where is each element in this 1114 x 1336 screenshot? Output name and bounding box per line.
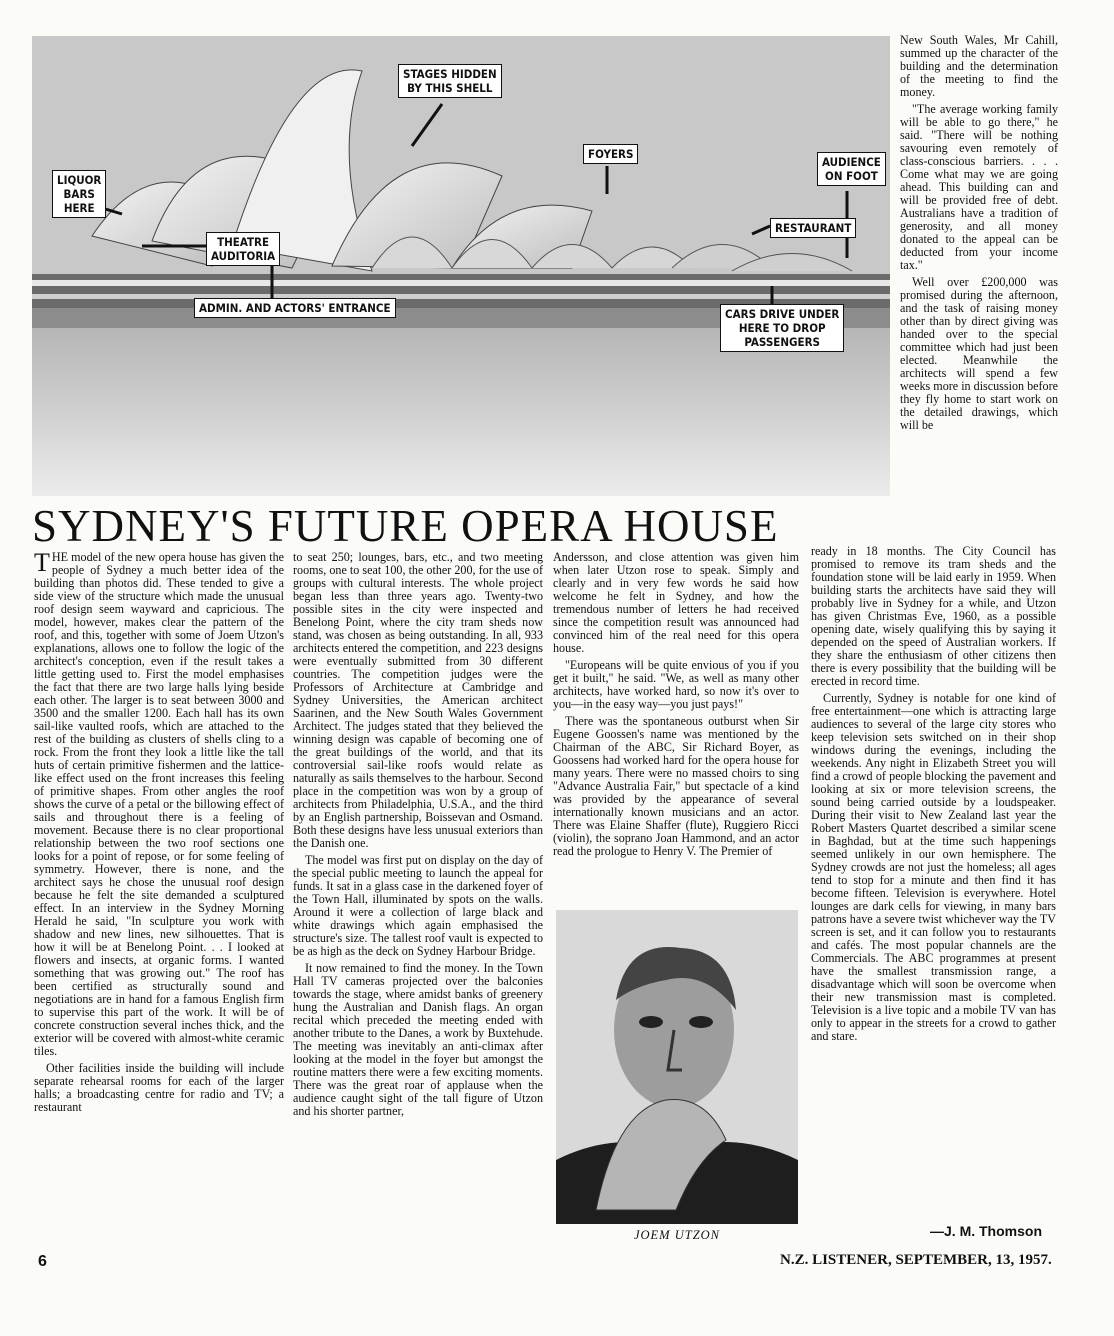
paragraph-text: HE model of the new opera house has given the people of Sydney a much better idea of the building than photos did. These tended to give a side view of the structure which made the unusual roof design seem wayward and capricious. The model, however, makes clear the pattern of the roof, and this, together with some of Joem Utzon's explanations, allows one to follow the logic of the architect's conception, even if the result takes a little getting used to. First the model emphasises the fact that there are two large halls lying beside each other. The larger is to seat between 3000 and 3500 and the smaller 1200. Each hall has its own sail-like vaulted roofs, which are attached to the rest of the building as clusters of shells cling to a rock. From the front they look a little like the tall huts of certain primitive fishermen and the lattice-like effect used on the front increases this feeling of primitive shapes. From other angles the roof shows the curve of a petal or the billowing effect of sails and throughout there is a feeling of movement. Because there is no clear proportional relationship between the two roof sections one looks for a point of repose, or for some feeling of symmetry. However, there is none, and the architect says he chose the unusual roof design because he felt the site demanded a sculptured effect. In an interview in the Sydney Morning Herald he said, "In sculpture you work with shadow and new lines, new silhouettes. That is how it will be at Benelong Point. . . I looked at flowers and insects, at organic forms. I wanted something that was growing out." The roof has been certified as structurally sound and negotiations are in hand for a famous English firm to supervise this part of the work. It will be of concrete construction several inches thick, and the exterior will be covered with almost-white ceramic tiles. bbox=[34, 550, 284, 1058]
opera-house-model-drawing bbox=[32, 36, 890, 496]
label-foyers: FOYERS bbox=[583, 144, 638, 164]
column-3 bbox=[553, 551, 799, 862]
label-theatre: THEATRE AUDITORIA bbox=[206, 232, 280, 266]
portrait-photo bbox=[556, 910, 798, 1224]
label-liquor-bars: LIQUOR BARS HERE bbox=[52, 170, 106, 218]
paragraph: "Europeans will be quite envious of you if you get it built," he said. "We, as well as many other architects, have worked hard, so now it's over to you—in the easy way—you just pays!" bbox=[553, 658, 799, 711]
label-cars: CARS DRIVE UNDER HERE TO DROP PASSENGERS bbox=[720, 304, 844, 352]
column-1 bbox=[34, 548, 284, 1118]
label-stages: STAGES HIDDEN BY THIS SHELL bbox=[398, 64, 502, 98]
portrait-drawing bbox=[556, 910, 798, 1224]
paragraph: "The average working family will be able to go there," he said. "There will be nothing savouring even remotely of class-conscious barriers. . . . Come what may we are going ahead. This building can and will be provided free of debt. Australians have a tradition of generosity, and all money donated to the appeal can be deducted from your income tax." bbox=[900, 102, 1058, 272]
portrait-caption: JOEM UTZON bbox=[633, 1228, 721, 1242]
paragraph: The model was first put on display on the day of the special public meeting to launch the appeal for funds. It sat in a glass case in the darkened foyer of the Town Hall, illuminated by spots on the walls. Around it were a collection of large black and white drawings which again emphasised the structure's size. The tallest roof vault is expected to be as high as the deck on Sydney Harbour Bridge. bbox=[293, 853, 543, 958]
page-number: 6 bbox=[38, 1253, 47, 1270]
paragraph: Andersson, and close attention was given him when later Utzon rose to speak. Simply and clearly and in very few words he said how welcome he felt in Sydney, and how the tremendous number of letters he had received since the competition result was announced had convinced him of the real need for this opera house. bbox=[553, 550, 799, 655]
opera-house-model-photo bbox=[32, 36, 890, 496]
column-4 bbox=[811, 545, 1056, 1047]
paragraph: Well over £200,000 was promised during the afternoon, and the task of raising money other than by direct giving was handed over to the special committee which had just been elected. Meanwhile the architects will spend a few weeks more in discussion before they fly home to start work on the detailed drawings, which will be bbox=[900, 275, 1058, 432]
paragraph: There was the spontaneous outburst when Sir Eugene Goossen's name was mentioned by the Chairman of the ABC, Sir Richard Boyer, as Goossens had worked hard for the opera house for many years. There were no massed choirs to sing "Advance Australia Fair," but spectacle of a kind was provided by the appearance of several internationally known musicians and an actor. There was Elaine Shaffer (flute), Ruggiero Ricci (violin), the soprano Joan Hammond, and an actor read the prologue to Henry V. The Premier of bbox=[553, 714, 799, 858]
label-restaurant: RESTAURANT bbox=[770, 218, 856, 238]
byline: —J. M. Thomson bbox=[930, 1223, 1042, 1239]
label-admin: ADMIN. AND ACTORS' ENTRANCE bbox=[194, 298, 396, 318]
column-2 bbox=[293, 551, 543, 1122]
paragraph: Currently, Sydney is notable for one kind of free entertainment—one which is attracting large audiences to several of the large city stores who keep television sets switched on in their shop windows during the evenings, including the weekends. Any night in Elizabeth Street you will find a crowd of people blocking the pavement and looking at six or more television screens, the sound being carried outside by a loudspeaker. During their visit to New Zealand last year the Robert Masters Quartet described a similar scene in Baghdad, but at the time such happenings seemed unlikely in our own hemisphere. The Sydney crowds are not just the homeless; all ages tend to stop for a minute and then find it has become fifteen. Television is everywhere. Hotel lounges are dark cells for viewing, in many bars patrons have a severe twist whichever way the TV screen is set, and it can follow you to restaurants and cafés. The most popular channels are the Commercials. The ABC programmes at present have the smallest transmission range, a disadvantage which will soon be overcome when their new transmission mast is completed. Television is a live topic and a mobile TV van has only to appear in the streets for a crowd to gather and stare. bbox=[811, 691, 1056, 1043]
paragraph bbox=[34, 548, 284, 1058]
headline: SYDNEY'S FUTURE OPERA HOUSE bbox=[32, 501, 779, 551]
paragraph: to seat 250; lounges, bars, etc., and two meeting rooms, one to seat 100, the other 200, for the use of groups with cultural interests. The whole project began less than three years ago. Twenty-two possible sites in the city were inspected and Benelong Point, where the city tram sheds now stand, was chosen as being outstanding. In all, 933 architects entered the competition, and 223 designs were eventually submitted from 30 different countries. The competition judges were the Professors of Architecture at Cambridge and Sydney Universities, the American architect Saarinen, and the New South Wales Government Architect. The judges stated that they believed the winning design was capable of becoming one of the great buildings of the world, and that its controversial sail-like roofs would relate as naturally as sails themselves to the harbour. Second place in the competition was won by a group of architects from Philadelphia, U.S.A., and the third by an English partnership, Boissevan and Osmand. Both these designs have less unusual exteriors than the Danish one. bbox=[293, 550, 543, 850]
label-audience: AUDIENCE ON FOOT bbox=[817, 152, 886, 186]
drop-cap: T bbox=[34, 548, 50, 577]
paragraph: Other facilities inside the building will include separate rehearsal rooms for each of the larger halls; a broadcasting centre for radio and TV; a restaurant bbox=[34, 1061, 284, 1114]
column-top-right bbox=[900, 34, 1058, 436]
paragraph: New South Wales, Mr Cahill, summed up the character of the building and the determination of the meeting to find the money. bbox=[900, 33, 1058, 99]
footer-publication: N.Z. LISTENER, SEPTEMBER, 13, 1957. bbox=[780, 1252, 1052, 1268]
paragraph: ready in 18 months. The City Council has promised to remove its tram sheds and the foundation stone will be laid early in 1959. When building starts the architects have said they will probably live in Sydney for a while, and Utzon has given Christmas Eve, 1960, as a possible opening date, wisely qualifying this by saying it depended on the speed of Australian workers. If they share the enthusiasm of other citizens then there is every possibility that the building will be erected in record time. bbox=[811, 544, 1056, 688]
paragraph: It now remained to find the money. In the Town Hall TV cameras projected over the balconies towards the stage, where amidst banks of greenery hung the Australian and Danish flags. An organ recital which preceded the meeting ended with another tribute to the Danes, a work by Buxtehude. The meeting was inevitably an anti-climax after looking at the model in the foyer but amongst the routine matters there were a few exciting moments. There was the great roar of applause when the audience caught sight of the tall figure of Utzon and his shorter partner, bbox=[293, 961, 543, 1118]
